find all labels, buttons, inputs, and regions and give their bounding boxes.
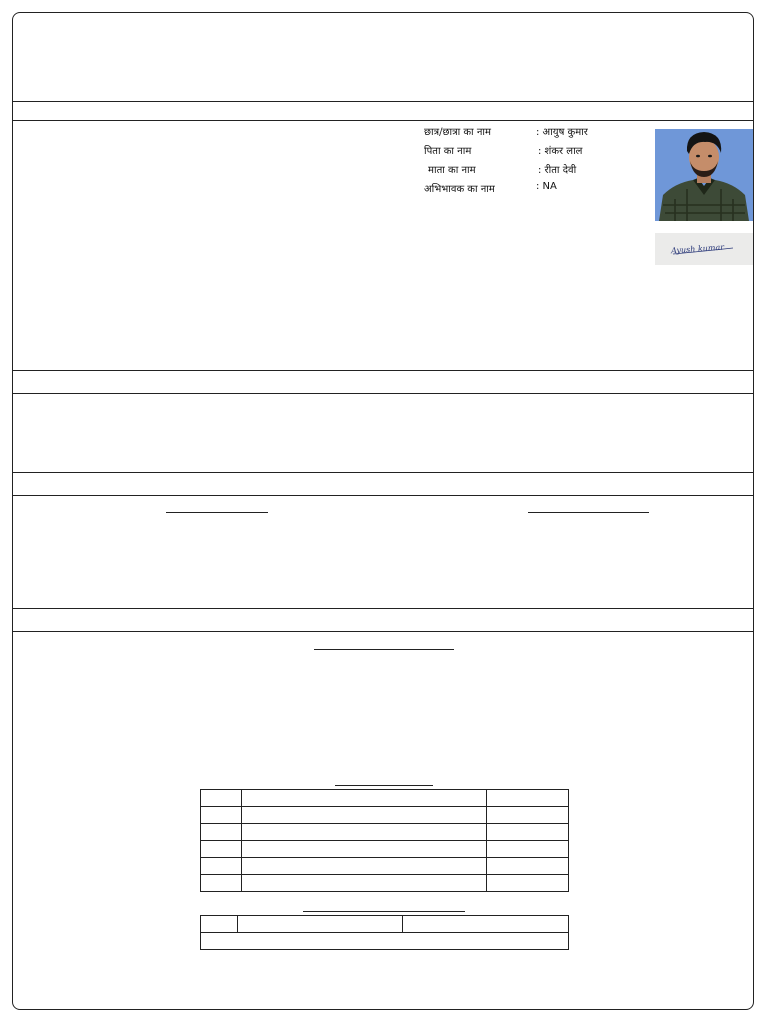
- section-divider: [13, 472, 754, 473]
- heading-underline: [314, 649, 454, 650]
- signature-icon: [655, 233, 753, 265]
- table-row: [201, 790, 569, 807]
- table-row: [201, 916, 569, 933]
- mother-name-label: माता का नाम: [428, 165, 476, 176]
- father-name-label: पिता का नाम: [424, 146, 472, 157]
- section-divider: [13, 120, 754, 121]
- heading-underline: [166, 512, 268, 513]
- father-name-value: : शंकर लाल: [538, 146, 583, 157]
- heading-underline: [335, 785, 433, 786]
- student-photo: [655, 129, 753, 221]
- table-row: [201, 824, 569, 841]
- table-row: [201, 807, 569, 824]
- student-signature: [655, 233, 753, 265]
- section-divider: [13, 495, 754, 496]
- student-name-value: : आयुष कुमार: [536, 127, 588, 138]
- section-divider: [13, 393, 754, 394]
- mother-name-value: : रीता देवी: [538, 165, 577, 176]
- heading-underline: [528, 512, 649, 513]
- student-name-label: छात्र/छात्रा का नाम: [424, 127, 491, 138]
- table-row: [201, 841, 569, 858]
- table-row: [201, 933, 569, 950]
- guardian-name-value: : NA: [536, 181, 557, 192]
- subjects-table: [200, 789, 569, 892]
- person-photo-icon: [655, 129, 753, 221]
- section-divider: [13, 101, 754, 102]
- section-divider: [13, 608, 754, 609]
- guardian-name-label: अभिभावक का नाम: [424, 184, 495, 195]
- section-divider: [13, 631, 754, 632]
- table-row: [201, 858, 569, 875]
- section-divider: [13, 370, 754, 371]
- signature-text: Ayush kumar: [670, 242, 725, 256]
- heading-underline: [303, 911, 465, 912]
- summary-table: [200, 915, 569, 950]
- table-row: [201, 875, 569, 892]
